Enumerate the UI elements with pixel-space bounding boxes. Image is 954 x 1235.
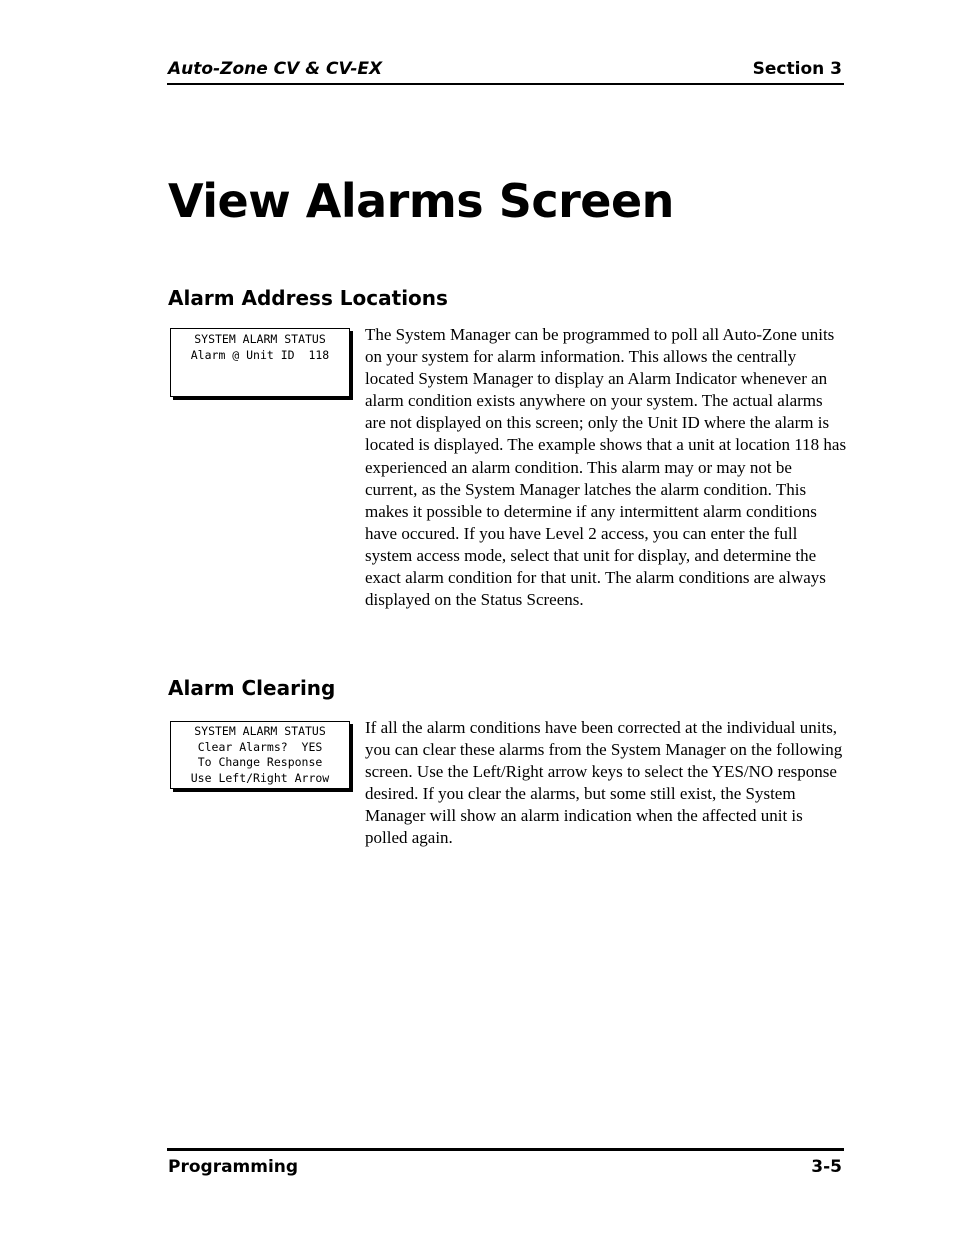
lcd-display-alarm-address (170, 328, 350, 397)
section-heading-alarm-address-locations: Alarm Address Locations (168, 286, 448, 310)
lcd-line (171, 363, 349, 379)
page-title: View Alarms Screen (168, 174, 674, 228)
header-product-title: Auto-Zone CV & CV-EX (168, 59, 383, 79)
section-heading-alarm-clearing: Alarm Clearing (168, 676, 336, 700)
lcd-line: Use Left/Right Arrow (190, 770, 330, 785)
lcd-line: Clear Alarms? YES (197, 739, 323, 754)
section-body-alarm-address-locations: The System Manager can be programmed to poll all Auto-Zone units on your system for alarm information. This allows the centrally located System Manager to display an Alarm Indicator whenever an alarm condition exists anywhere on your system. The actual alarms are not displayed on this screen; only the Unit ID where the alarm is located is displayed. The example shows that a unit at location 118 has experienced an alarm condition. This alarm may or may not be current, as the System Manager latches the alarm condition. This makes it possible to determine if any intermittent alarm conditions have occured. If you have Level 2 access, you can enter the full system access mode, select that unit for display, and determine the exact alarm condition for that unit. The alarm conditions are always displayed on the Status Screens. (365, 325, 847, 610)
footer-chapter-label: Programming (168, 1157, 299, 1177)
header-section-label: Section 3 (752, 59, 842, 79)
footer-page-number: 3-5 (811, 1157, 842, 1177)
lcd-line: SYSTEM ALARM STATUS (194, 724, 326, 738)
lcd-line: To Change Response (197, 755, 323, 769)
page-header (167, 59, 844, 85)
lcd-line: SYSTEM ALARM STATUS (194, 332, 326, 346)
section-body-alarm-clearing: If all the alarm conditions have been corrected at the individual units, you can clear these alarms from the System Manager on the following screen. Use the Left/Right arrow keys to select the YES/NO response desired. If you clear the alarms, but some still exist, the System Manager will show an alarm indication when the affected unit is polled again. (365, 718, 843, 848)
page-footer (167, 1148, 844, 1181)
lcd-display-alarm-clearing (170, 721, 350, 789)
lcd-line: Alarm @ Unit ID 118 (190, 347, 330, 362)
lcd-line (171, 379, 349, 395)
